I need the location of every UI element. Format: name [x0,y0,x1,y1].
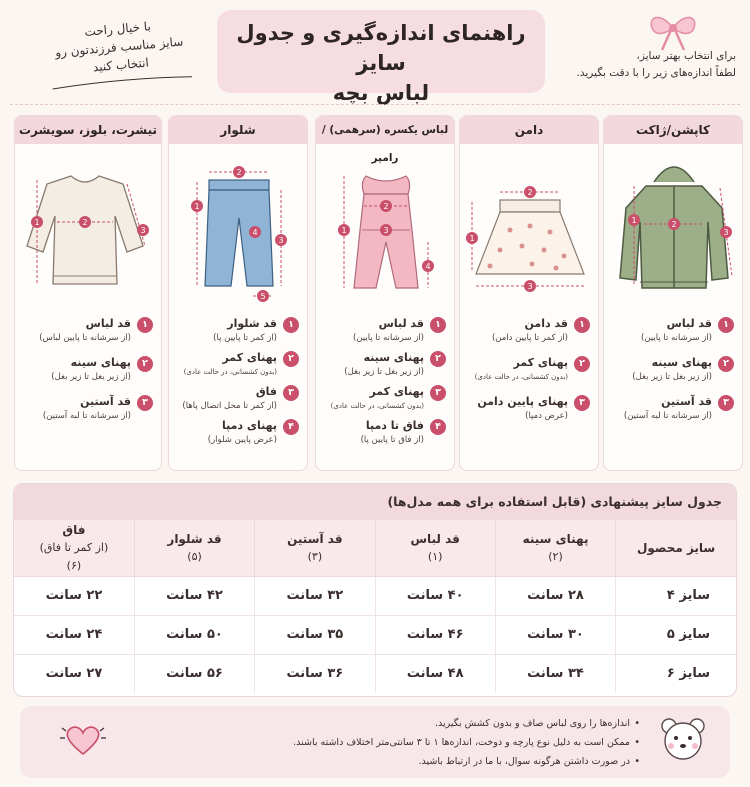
handwritten-note [37,13,203,99]
svg-text:3: 3 [723,228,729,237]
step-number: ۳ [137,395,153,411]
col-header-pants-length [134,520,254,576]
note-item: • اندازه‌ها را روی لباس صاف و بدون کشش بگیرید. [293,714,640,733]
card-title: کاپشن/ژاکت [604,116,742,144]
heart-icon [58,720,108,760]
header-sub: (۳) [307,549,323,563]
measurement-item [610,316,734,345]
measurement-hint: (بدون کشسانی، در حالت عادی) [474,373,568,381]
measurement-name: پهنای سینه [363,351,424,364]
page-subtitle: لباس بچه [332,81,430,105]
header-label: قد لباس [410,531,460,546]
table-cell: ۳۵ سانت [255,615,375,654]
header-label: پهنای سینه [522,531,589,546]
divider [10,104,740,105]
table-cell: ۲۲ سانت [14,576,134,615]
measurement-name: قد دامن [524,317,568,330]
measurement-hint: (از زیر بغل تا زیر بغل) [344,367,424,377]
table-row [14,576,736,615]
step-number: ۱ [574,317,590,333]
table-cell: ۲۸ سانت [495,576,615,615]
measurement-hint: (عرض پایین شلوار) [207,435,277,445]
step-number: ۲ [718,356,734,372]
step-number: ۲ [574,356,590,372]
measurement-item [175,316,299,345]
measurement-list [322,316,446,452]
table-cell: ۲۷ سانت [45,666,103,682]
table-cell: ۴۰ سانت [375,576,495,615]
col-header-length [375,520,495,576]
measurement-item [21,355,153,384]
table-cell: سایز ۴ [616,576,736,615]
jacket-icon [604,146,743,316]
card-title: لباس یکسره (سرهمی) / رامپر [316,116,454,144]
svg-text:2: 2 [236,168,242,177]
header-label: قد آستین [287,531,343,546]
measurement-name: پهنای کمر [369,385,424,398]
measurement-hint: (از زیر بغل تا زیر بغل) [632,372,712,382]
skirt-icon [460,146,599,316]
measurement-item [610,355,734,384]
step-number: ۳ [430,385,446,401]
header-sub: (۵) [187,549,202,563]
svg-text:3: 3 [140,226,146,235]
col-header-size [616,520,736,576]
measurement-hint: (بدون کشسانی، در حالت عادی) [330,402,424,410]
step-number: ۱ [430,317,446,333]
table-cell: ۳۰ سانت [495,615,615,654]
measurement-name: قد آستین [661,395,712,408]
measurement-hint: (از سرشانه تا پایین) [353,333,424,343]
measurement-item [322,350,446,379]
measurement-item [175,418,299,447]
measurement-name: قد لباس [378,317,424,330]
table-cell: ۵۰ سانت [134,615,254,654]
step-number: ۲ [283,351,299,367]
table-row [14,654,736,693]
svg-text:1: 1 [34,218,40,227]
note-line-1: با خیال راحت [83,19,152,39]
table-cell: ۴۶ سانت [375,615,495,654]
table-cell: سایز ۶ [616,654,736,693]
step-number: ۲ [137,356,153,372]
card-title: تیشرت، بلوز، سویشرت [15,116,161,144]
title-banner [217,10,545,105]
measurement-item [322,418,446,447]
note-item: • ممکن است به دلیل نوع پارچه و دوخت، اندازه‌ها ۱ تا ۳ سانتی‌متر اختلاف داشته باشند. [293,733,640,752]
teddy-bear-icon [658,716,708,762]
svg-text:1: 1 [469,234,475,243]
step-number: ۴ [283,419,299,435]
instruction-note [546,48,736,82]
svg-text:1: 1 [341,226,347,235]
step-number: ۳ [283,385,299,401]
measurement-hint: (از سرشانه تا لبه آستین) [623,411,712,421]
sweater-icon [15,146,155,316]
measurement-item [21,316,153,345]
measurement-name: فاق [255,385,277,398]
size-table [14,520,736,693]
step-number: ۳ [574,395,590,411]
measurement-item [21,394,153,423]
step-number: ۲ [430,351,446,367]
svg-text:4: 4 [425,262,431,271]
header-sub: (از کمر تا فاق) (۶) [39,540,109,572]
step-number: ۱ [137,317,153,333]
svg-text:2: 2 [527,188,533,197]
garment-card-sweater [14,115,162,471]
notes-box [20,706,730,778]
measurement-item [466,316,590,345]
step-number: ۳ [718,395,734,411]
bow-icon [646,10,700,52]
header-sub: (۲) [548,549,563,563]
header-sub: (۱) [427,549,443,563]
card-title: دامن [460,116,598,144]
svg-text:1: 1 [631,216,637,225]
svg-text:3: 3 [278,236,284,245]
step-number: ۴ [430,419,446,435]
note-line-2: سایز مناسب فرزندتون رو انتخاب کنید [54,34,184,75]
romper-icon [316,146,455,316]
card-title: شلوار [169,116,307,144]
measurement-name: پهنای دمپا [222,419,277,432]
svg-text:3: 3 [527,282,533,291]
measurement-hint: (از سرشانه تا لبه آستین) [42,411,131,421]
table-cell: ۵۶ سانت [134,654,254,693]
table-cell: ۳۴ سانت [495,654,615,693]
measurement-hint: (از فاق تا پایین پا) [360,435,424,445]
header-label: قد شلوار [167,531,222,546]
measurement-list [21,316,153,433]
table-row [14,615,736,654]
col-header-sleeve [255,520,375,576]
table-cell: ۳۲ سانت [255,576,375,615]
measurement-list [175,316,299,452]
table-cell: ۴۲ سانت [134,576,254,615]
measurement-item [322,384,446,413]
measurement-name: پهنای کمر [513,356,568,369]
measurement-list [466,316,590,433]
svg-text:2: 2 [383,202,389,211]
table-header-row [14,520,736,576]
header-label: سایز محصول [636,540,716,555]
measurement-item [175,384,299,413]
garment-card-jacket [603,115,743,471]
header-label: فاق [62,522,86,537]
instruction-line-2: لطفاً اندازه‌های زیر را با دقت بگیرید. [576,67,736,79]
size-table-title: جدول سایز پیشنهادی (قابل استفاده برای همه مدل‌ها) [14,484,736,520]
table-cell: ۲۴ سانت [14,615,134,654]
measurement-name: قد لباس [666,317,712,330]
svg-text:3: 3 [383,226,389,235]
col-header-chest [495,520,615,576]
step-number: ۱ [718,317,734,333]
svg-text:1: 1 [194,202,200,211]
measurement-name: فاق تا دمپا [365,419,424,432]
measurement-hint: (از زیر بغل تا زیر بغل) [51,372,131,382]
measurement-hint: (از کمر تا پایین دامن) [491,333,568,343]
page-title: راهنمای اندازه‌گیری و جدول سایز [236,21,526,75]
col-header-rise [14,520,134,576]
table-cell: سایز ۵ [616,615,736,654]
measurement-item [466,394,590,423]
measurement-name: پهنای کمر [222,351,277,364]
measurement-name: قد شلوار [227,317,277,330]
garment-card-pants [168,115,308,471]
measurement-name: پهنای سینه [70,356,131,369]
size-table-card [13,483,737,697]
measurement-name: قد لباس [85,317,131,330]
measurement-hint: (عرض دمپا) [525,411,568,421]
measurement-hint: (بدون کشسانی، در حالت عادی) [183,368,277,376]
measurement-name: قد آستین [80,395,131,408]
garment-card-romper [315,115,455,471]
measurement-hint: (از سرشانه تا پایین) [641,333,712,343]
measurement-item [322,316,446,345]
pants-icon [169,146,308,316]
garment-card-skirt [459,115,599,471]
step-number: ۱ [283,317,299,333]
measurement-item [175,350,299,379]
notes-list [293,714,640,771]
measurement-hint: (از سرشانه تا پایین لباس) [39,333,131,343]
measurement-name: پهنای پایین دامن [477,395,568,408]
svg-text:2: 2 [671,220,677,229]
table-cell: ۳۶ سانت [255,654,375,693]
measurement-name: پهنای سینه [651,356,712,369]
svg-text:5: 5 [260,292,266,301]
measurement-item [610,394,734,423]
svg-text:2: 2 [82,218,88,227]
measurement-list [610,316,734,433]
svg-text:4: 4 [252,228,258,237]
measurement-hint: (از کمر تا محل اتصال پاها) [182,401,277,411]
measurement-item [466,355,590,384]
instruction-line-1: برای انتخاب بهتر سایز، [636,50,736,62]
table-cell: ۴۸ سانت [375,654,495,693]
measurement-hint: (از کمر تا پایین پا) [213,333,277,343]
note-item: • در صورت داشتن هرگونه سوال، با ما در ارتباط باشید. [293,752,640,771]
